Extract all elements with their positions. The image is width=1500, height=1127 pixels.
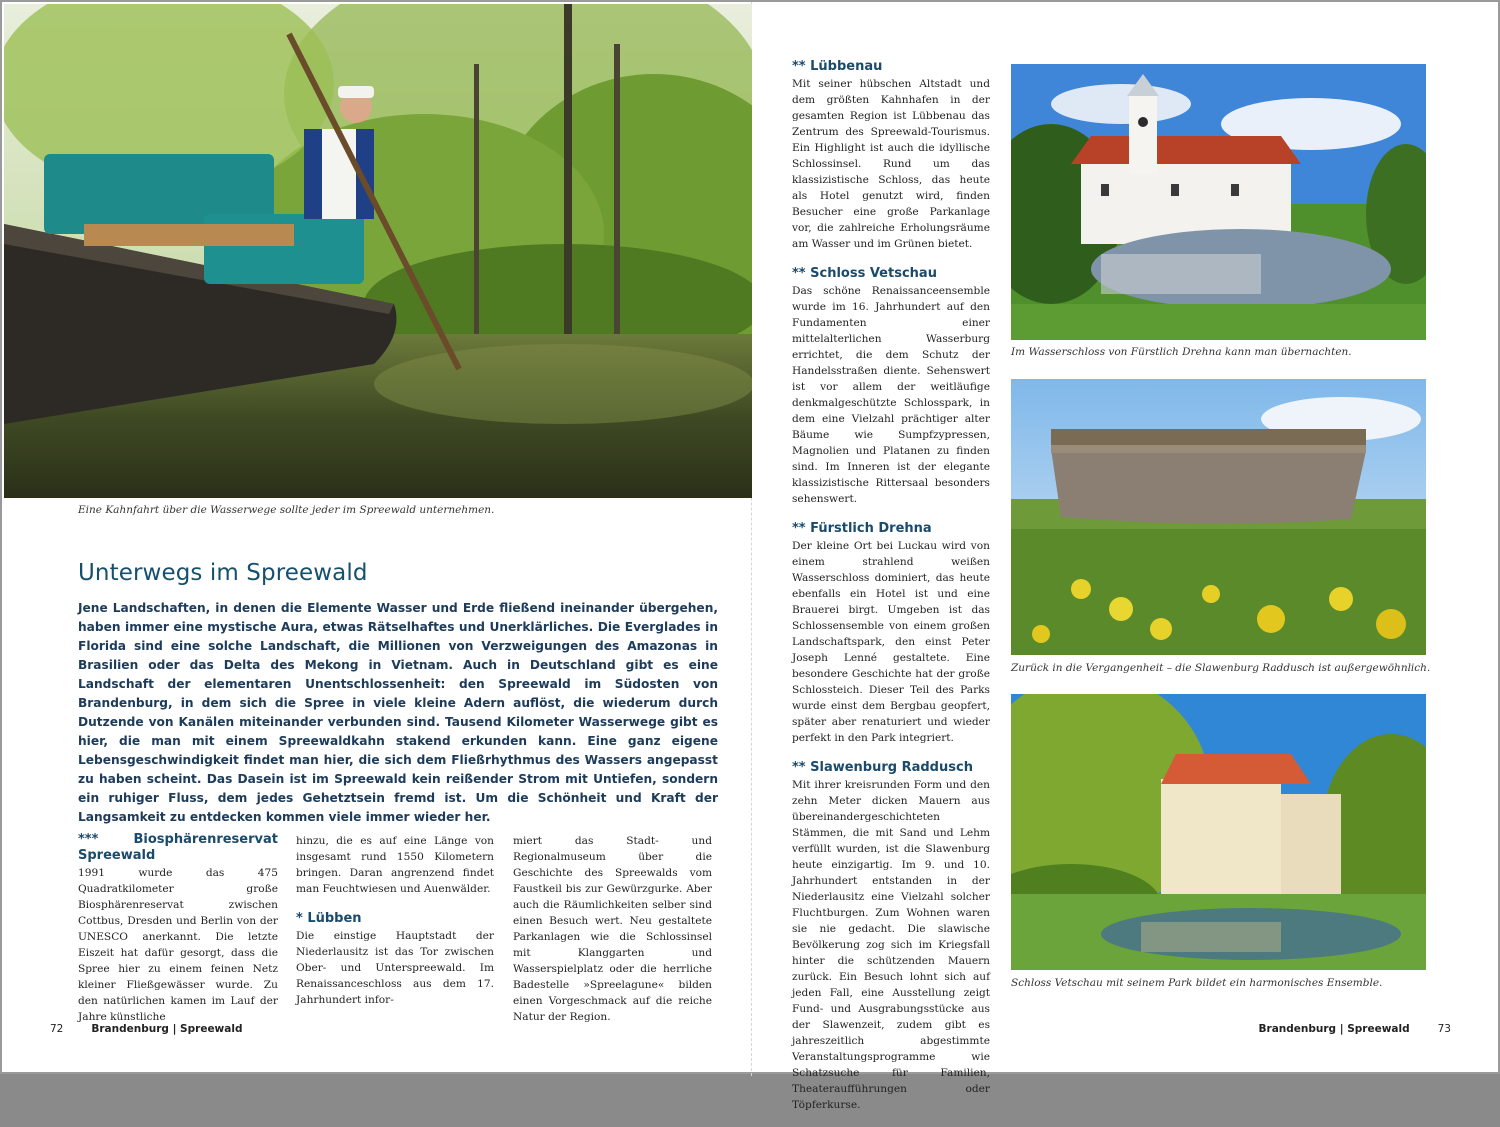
page-number-right: 73 bbox=[1437, 1023, 1451, 1035]
spreewald-boat-photo bbox=[4, 4, 752, 498]
text-biosphaerenreservat-cont: hinzu, die es auf eine Länge von insgesamt rund 1550 Kilometern bringen. Daran angrenzend findet man Feuchtwiesen und Auenwälder. bbox=[296, 835, 494, 895]
caption-drehna: Im Wasserschloss von Fürstlich Drehna kann man übernachten. bbox=[1011, 346, 1352, 358]
caption-vetschau: Schloss Vetschau mit seinem Park bildet ein harmonisches Ensemble. bbox=[1011, 977, 1383, 989]
text-luebben-cont: miert das Stadt- und Regionalmuseum über die Geschichte des Spreewalds vom Faustkeil bis zur Gewürzgurke. Aber auch die Räumlichkeiten selber sind einen Besuch wert. Neu gestaltete Parkanlagen wie die Schlossinsel mit Klanggarten und Wasserspielplatz oder die herrliche Badestelle »Spreelagune« bilden einen Vorgeschmack auf die reiche Natur der Region. bbox=[513, 835, 712, 1023]
text-luebben: Die einstige Hauptstadt der Niederlausitz ist das Tor zwischen Ober- und Unterspreewald. Im Renaissanceschloss aus dem 17. Jahrhundert infor- bbox=[296, 930, 494, 1006]
column-biosphere bbox=[78, 832, 278, 1025]
caption-boat: Eine Kahnfahrt über die Wasserwege sollte jeder im Spreewald unternehmen. bbox=[78, 504, 495, 516]
heading-schloss-vetschau: ** Schloss Vetschau bbox=[792, 266, 937, 281]
text-fuerstlich-drehna: Der kleine Ort bei Luckau wird von einem strahlend weißen Wasserschloss dominiert, das heute ebenfalls ein Hotel ist und eine Brauerei birgt. Umgeben ist das Schlossensemble von einem großen Landschaftspark, den einst Peter Joseph Lenné gestaltete. Eine besondere Geschichte hat der große Schlossteich. Dieser Teil des Parks wurde einst dem Bergbau geopfert, später aber renaturiert und wieder perfekt in den Park integriert. bbox=[792, 540, 990, 744]
article-lead: Jene Landschaften, in denen die Elemente Wasser und Erde fließend ineinander übergehen, haben immer eine mystische Aura, etwas Rätselhaftes und Unerklärliches. Die Everglades in Florida sind eine solche Landschaft, die Millionen von Verzweigungen des Amazonas in Brasilien oder das Delta des Mekong in Vietnam. Auch in Deutschland gibt es eine Landschaft der elementaren Unentschlossenheit: den Spreewald im Südosten von Brandenburg, in dem sich die Spree in viele kleine Adern auflöst, die wiederum durch Dutzende von Kanälen miteinander verbunden sind. Tausend Kilometer Wasserwege gibt es hier, die man mit einem Spreewaldkahn stakend erkunden kann. Eine ganz eigene Lebensgeschwindigkeit findet man hier, die sich dem Fließrhythmus des Wassers angepasst zu haben scheint. Das Dasein ist im Spreewald kein reißender Strom mit Untiefen, sondern ein ruhiger Fluss, dem jedes Gehetztsein fremd ist. Um die Schönheit und Kraft der Langsamkeit zu entdecken kommen viele immer wieder her. bbox=[78, 601, 718, 824]
footer-left bbox=[50, 1023, 242, 1035]
heading-luebbenau: ** Lübbenau bbox=[792, 59, 883, 74]
heading-luebben: * Lübben bbox=[296, 911, 362, 926]
text-slawenburg-raddusch: Mit ihrer kreisrunden Form und den zehn Meter dicken Mauern aus übereinandergeschichteten Stämmen, die mit Sand und Lehm verfüllt wurden, ist die Slawenburg heute einzigartig. Im 9. und 10. Jahrhundert entstanden in der Niederlausitz eine Vielzahl solcher Fluchtburgen. Zum Wohnen waren sie nie gedacht. Die slawische Bevölkerung zog sich im Kriegsfall hinter die schützenden Mauern zurück. Ein Besuch lohnt sich auf jeden Fall, eine Ausstellung zeigt Fund- und Ausgrabungsstücke aus der Slawenzeit, zudem gibt es jahreszeitlich abgestimmte Veranstaltungsprogramme wie Schatzsuche für Familien, Theateraufführungen oder Töpferkurse. bbox=[792, 779, 990, 1111]
text-schloss-vetschau: Das schöne Renaissanceensemble wurde im 16. Jahrhundert auf den Fundamenten einer mittelalterlichen Wasserburg errichtet, die dem Schutz der Handelsstraßen diente. Sehenswert ist vor allem der weitläufige denkmalgeschützte Schlosspark, in dem eine Vielzahl prächtiger alter Bäume wie Sumpfzypressen, Magnolien und Platanen zu finden sind. Im Inneren ist der elegante klassizistische Rittersaal besonders sehenswert. bbox=[792, 285, 990, 505]
caption-raddusch: Zurück in die Vergangenheit – die Slawenburg Raddusch ist außergewöhnlich. bbox=[1011, 662, 1431, 674]
footer-section-right: Brandenburg | Spreewald bbox=[1258, 1023, 1410, 1035]
page-number-left: 72 bbox=[50, 1023, 64, 1035]
column-right bbox=[792, 59, 990, 1127]
heading-fuerstlich-drehna: ** Fürstlich Drehna bbox=[792, 521, 932, 536]
article-title: Unterwegs im Spreewald bbox=[78, 560, 368, 586]
heading-slawenburg-raddusch: ** Slawenburg Raddusch bbox=[792, 760, 973, 775]
column-luebben bbox=[296, 833, 494, 1008]
text-luebbenau: Mit seiner hübschen Altstadt und dem größten Kahnhafen in der gesamten Region ist Lübbenau das Zentrum des Spreewald-Tourismus. Ein Highlight ist auch die idyllische Schlossinsel. Rund um das klassizistische Schloss, das heute als Hotel genutzt wird, finden Besucher eine große Parkanlage vor, die zahlreiche Erholungsräume am Wasser und im Grünen bietet. bbox=[792, 78, 990, 250]
footer-section-left: Brandenburg | Spreewald bbox=[91, 1023, 243, 1035]
footer-right bbox=[1259, 1023, 1451, 1035]
schloss-vetschau-photo bbox=[1011, 694, 1426, 970]
text-biosphaerenreservat: 1991 wurde das 475 Quadratkilometer große Biosphärenreservat zwischen Cottbus, Dresden und Berlin von der UNESCO anerkannt. Die letzte Eiszeit hat dafür gesorgt, dass die Spree hier zu einem feinen Netz kleiner Fließgewässer wurde. Zu den natürlichen kamen im Lauf der Jahre künstliche bbox=[78, 867, 278, 1023]
slawenburg-raddusch-photo bbox=[1011, 379, 1426, 655]
fuerstlich-drehna-photo bbox=[1011, 64, 1426, 340]
column-luebben-cont bbox=[513, 833, 712, 1025]
heading-biosphaerenreservat: *** Biosphärenreservat Spreewald bbox=[78, 832, 278, 863]
